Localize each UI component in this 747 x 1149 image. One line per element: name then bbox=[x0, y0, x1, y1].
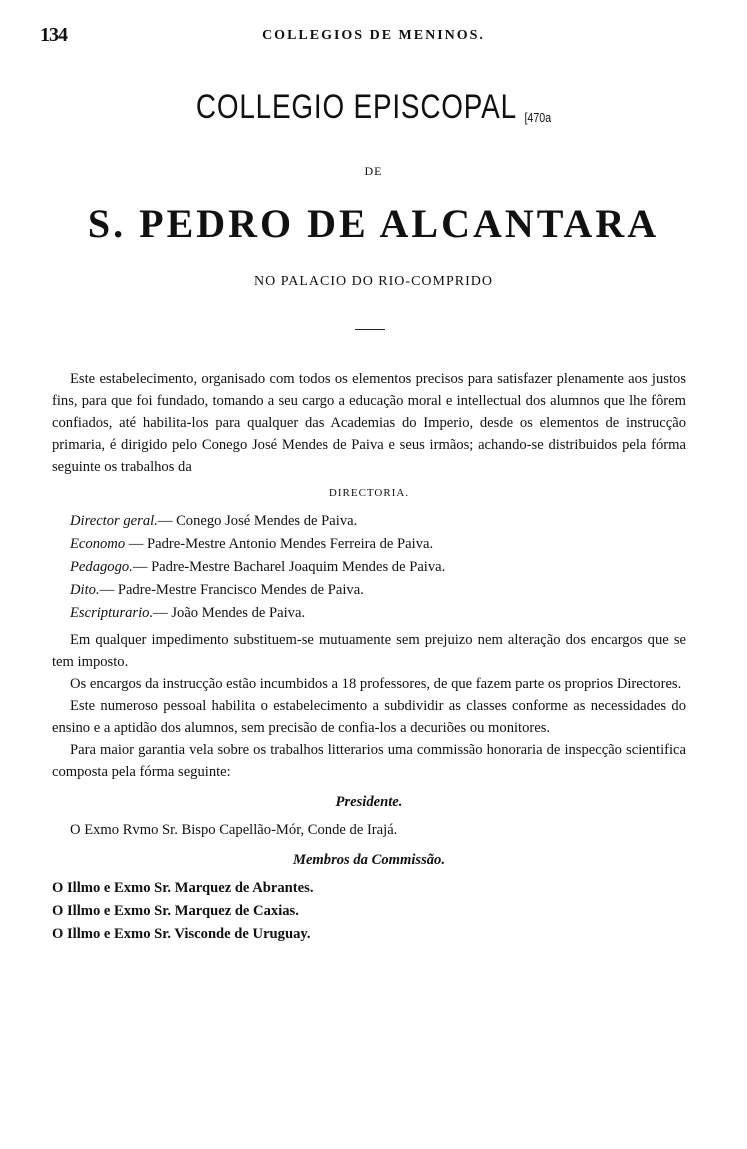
paragraph-pessoal: Este numeroso pessoal habilita o estabelecimento a subdividir as classes conforme as necessidades do ensino e a aptidão dos alumnos, sem precisão de confia-los a decuriões ou monitores. bbox=[52, 698, 686, 736]
staff-name: — Conego José Mendes de Paiva. bbox=[157, 513, 358, 529]
title-place: NO PALACIO DO RIO-COMPRIDO bbox=[253, 274, 493, 289]
staff-name: — Padre-Mestre Bacharel Joaquim Mendes de Paiva. bbox=[132, 559, 446, 575]
page-number: 134 bbox=[40, 24, 67, 46]
margin-reference: [470a bbox=[524, 110, 552, 125]
title-de: DE bbox=[364, 164, 383, 178]
title-main-text: COLLEGIO EPISCOPAL bbox=[195, 88, 516, 126]
paragraph-impedimento: Em qualquer impedimento substituem-se mutuamente sem prejuizo nem alteração dos encargos que se tem imposto. bbox=[52, 632, 686, 670]
staff-name: — Padre-Mestre Antonio Mendes Ferreira de Paiva. bbox=[125, 536, 434, 552]
staff-role: Pedagogo. bbox=[70, 559, 133, 575]
staff-entry bbox=[70, 510, 686, 533]
membros-heading: Membros da Commissão. bbox=[292, 852, 446, 868]
intro-paragraph: Este estabelecimento, organisado com todos os elementos precisos para satisfazer plenamente aos justos fins, para que foi fundado, tomando a seu cargo a educação moral e intellectual dos alumnos que lhe fôrem confiados, até habilita-los para qualquer das Academias do Imperio, desde os elementos de instrucção primaria, é dirigido pelo Conego José Mendes de Paiva e seus irmãos; achando-se distribuidos pela fórma seguinte os trabalhos da bbox=[52, 371, 686, 475]
paragraph-commissao: Para maior garantia vela sobre os trabalhos litterarios uma commissão honoraria de inspecção scientifica composta pela fórma seguinte: bbox=[52, 742, 686, 780]
title-main bbox=[67, 88, 680, 127]
staff-name: — Padre-Mestre Francisco Mendes de Paiva. bbox=[99, 582, 364, 598]
directoria-heading: DIRECTORIA. bbox=[328, 487, 410, 499]
member-entry: O Illmo e Exmo Sr. Marquez de Caxias. bbox=[52, 903, 299, 919]
presidente-entry: O Exmo Rvmo Sr. Bispo Capellão-Mór, Conde de Irajá. bbox=[70, 822, 398, 838]
title-saint-name: S. PEDRO DE ALCANTARA bbox=[87, 201, 660, 246]
staff-name: — João Mendes de Paiva. bbox=[153, 605, 306, 621]
staff-entry bbox=[70, 556, 686, 579]
staff-entry bbox=[70, 533, 686, 556]
staff-list bbox=[52, 510, 686, 625]
running-title: COLLEGIOS DE MENINOS. bbox=[262, 28, 485, 43]
presidente-heading: Presidente. bbox=[335, 794, 403, 810]
staff-role: Economo bbox=[70, 536, 126, 552]
body-text bbox=[52, 368, 686, 946]
staff-entry bbox=[70, 579, 686, 602]
staff-entry bbox=[70, 602, 686, 625]
staff-role: Dito. bbox=[70, 582, 100, 598]
staff-role: Escripturario. bbox=[70, 605, 154, 621]
divider-rule bbox=[355, 329, 385, 330]
paragraph-encargos: Os encargos da instrucção estão incumbidos a 18 professores, de que fazem parte os proprios Directores. bbox=[70, 676, 682, 692]
running-head bbox=[40, 24, 707, 52]
member-entry: O Illmo e Exmo Sr. Visconde de Uruguay. bbox=[52, 926, 311, 942]
staff-role: Director geral. bbox=[70, 513, 158, 529]
member-entry: O Illmo e Exmo Sr. Marquez de Abrantes. bbox=[52, 880, 314, 896]
